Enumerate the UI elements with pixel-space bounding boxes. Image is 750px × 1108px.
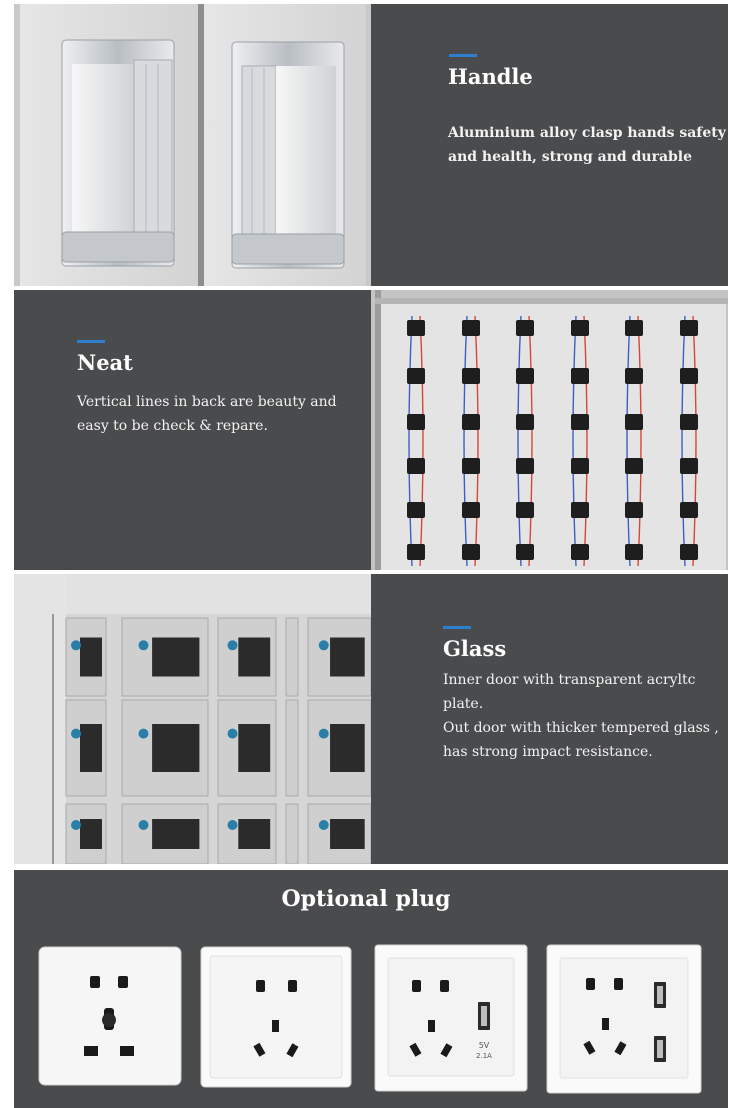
charging-socket-block <box>462 368 480 384</box>
glass-info-panel <box>371 574 728 864</box>
charging-socket-block <box>516 458 534 474</box>
charging-socket-block <box>680 458 698 474</box>
charging-socket-block <box>462 320 480 336</box>
neat-title: Neat <box>77 350 133 375</box>
locker-window <box>330 638 365 677</box>
lock-icon <box>139 729 149 739</box>
neat-description-line-1: Vertical lines in back are beauty and <box>77 394 337 410</box>
lock-icon <box>139 820 149 830</box>
five-hole-socket-icon <box>200 946 352 1088</box>
glass-accent-bar <box>443 626 471 629</box>
charging-socket-block <box>571 368 589 384</box>
neat-photo <box>371 290 728 570</box>
charging-socket-block <box>625 458 643 474</box>
charging-socket-block <box>680 544 698 560</box>
charging-socket-block <box>625 414 643 430</box>
locker-window <box>330 724 365 772</box>
charging-socket-block <box>680 502 698 518</box>
glass-photo <box>14 574 371 864</box>
neat-description <box>77 390 337 438</box>
glass-locker-illustration <box>14 574 371 864</box>
charging-socket-block <box>571 458 589 474</box>
charging-socket-block <box>462 502 480 518</box>
lock-icon <box>228 640 238 650</box>
locker-window <box>330 819 365 849</box>
locker-window <box>152 638 199 677</box>
neat-accent-bar <box>77 340 105 343</box>
charging-socket-block <box>571 414 589 430</box>
charging-socket-block <box>680 414 698 430</box>
locker-window <box>152 819 199 849</box>
locker-window <box>80 819 102 849</box>
lock-icon <box>319 820 329 830</box>
charging-socket-block <box>516 502 534 518</box>
charging-socket-block <box>407 414 425 430</box>
usb-socket-single-icon <box>374 944 528 1092</box>
charging-socket-block <box>516 544 534 560</box>
charging-socket-block <box>407 320 425 336</box>
handle-title: Handle <box>448 64 533 89</box>
lock-icon <box>71 820 81 830</box>
locker-window <box>238 819 270 849</box>
lock-icon <box>228 729 238 739</box>
charging-socket-block <box>407 458 425 474</box>
usb-label-5v: 5V <box>478 1041 490 1050</box>
usb-socket-double-icon <box>546 944 702 1094</box>
optional-plug-panel <box>14 870 728 1108</box>
lock-icon <box>71 729 81 739</box>
neat-info-panel <box>14 290 371 570</box>
handle-description <box>448 121 726 169</box>
locker-window <box>152 724 199 772</box>
glass-title: Glass <box>443 636 507 661</box>
charging-socket-block <box>625 320 643 336</box>
charging-socket-block <box>462 458 480 474</box>
charging-socket-block <box>516 320 534 336</box>
charging-socket-block <box>407 368 425 384</box>
cabinet-wiring-illustration <box>371 290 728 570</box>
charging-socket-block <box>680 368 698 384</box>
handle-description-line-2: and health, strong and durable <box>448 149 693 165</box>
lock-icon <box>228 820 238 830</box>
locker-window <box>238 638 270 677</box>
handle-info-panel <box>371 4 728 286</box>
handle-photo <box>14 4 371 286</box>
locker-window <box>238 724 270 772</box>
charging-socket-block <box>625 368 643 384</box>
neat-description-line-2: easy to be check & repare. <box>77 418 268 434</box>
charging-socket-block <box>516 414 534 430</box>
cabinet-handles-illustration <box>14 4 371 286</box>
charging-socket-block <box>407 502 425 518</box>
handle-accent-bar <box>449 54 477 57</box>
charging-socket-block <box>516 368 534 384</box>
glass-description-line-2: Out door with thicker tempered glass , <box>443 720 719 736</box>
glass-description-line-1: Inner door with transparent acryltc plate. <box>443 672 696 712</box>
universal-socket-icon <box>38 946 182 1086</box>
lock-icon <box>319 729 329 739</box>
charging-socket-block <box>571 320 589 336</box>
locker-window <box>80 724 102 772</box>
locker-compartment <box>286 804 298 864</box>
locker-compartment <box>286 700 298 796</box>
charging-socket-block <box>625 502 643 518</box>
optional-plug-title: Optional plug <box>281 886 451 912</box>
charging-socket-block <box>571 544 589 560</box>
charging-socket-block <box>625 544 643 560</box>
usb-label-amps: 2.1A <box>476 1052 492 1060</box>
locker-compartment <box>286 618 298 696</box>
charging-socket-block <box>571 502 589 518</box>
handle-description-line-1: Aluminium alloy clasp hands safety <box>448 125 726 141</box>
lock-icon <box>319 640 329 650</box>
lock-icon <box>139 640 149 650</box>
charging-socket-block <box>680 320 698 336</box>
glass-description-line-3: has strong impact resistance. <box>443 744 653 760</box>
locker-window <box>80 638 102 677</box>
lock-icon <box>71 640 81 650</box>
charging-socket-block <box>462 544 480 560</box>
glass-description <box>443 668 728 764</box>
charging-socket-block <box>407 544 425 560</box>
charging-socket-block <box>462 414 480 430</box>
